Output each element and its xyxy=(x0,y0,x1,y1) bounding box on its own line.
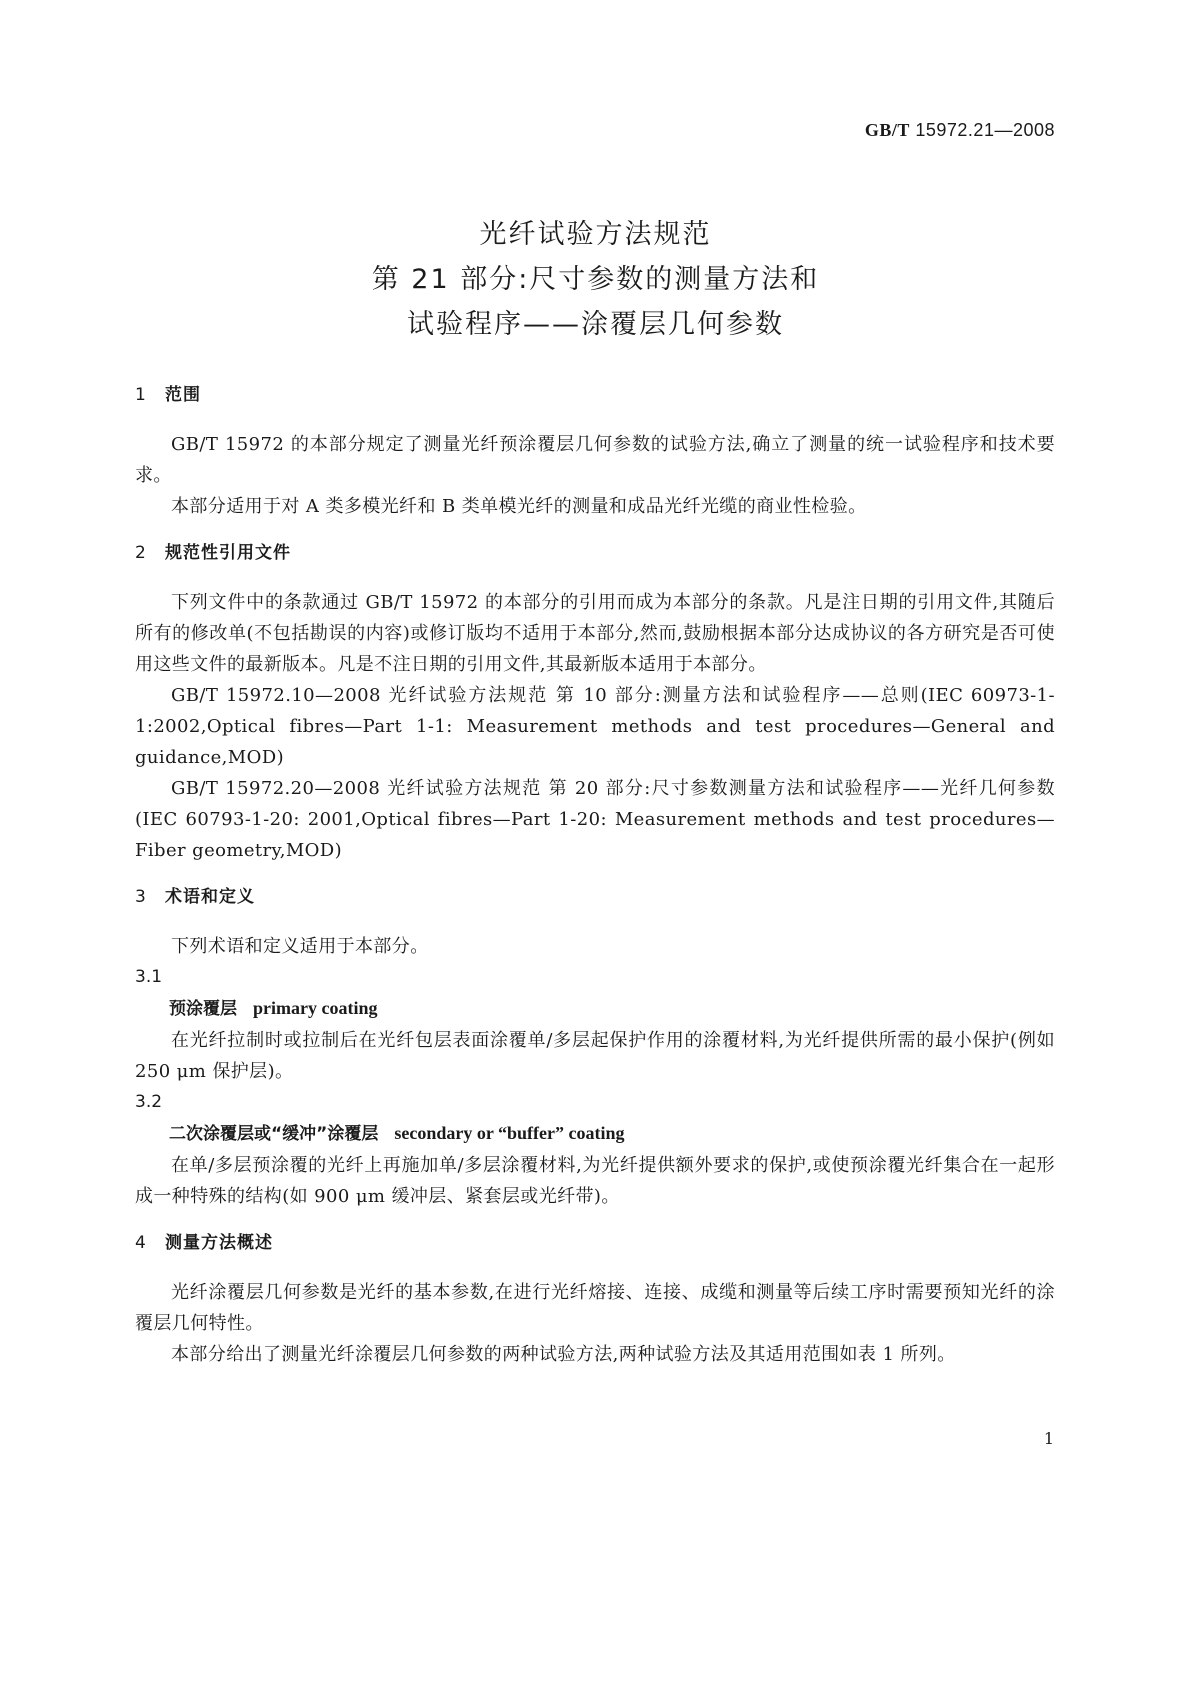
term-heading xyxy=(135,1118,1055,1150)
title-line-3: 试验程序——涂覆层几何参数 xyxy=(407,309,784,340)
reference-entry: GB/T 15972.10—2008 光纤试验方法规范 第 10 部分:测量方法和试验程序——总则(IEC 60973-1-1:2002,Optical fibres—Part 1-1: Measurement methods and test procedures—General and guidance,MOD) xyxy=(135,685,1055,768)
standard-prefix: GB/T xyxy=(864,120,910,140)
section-title: 范围 xyxy=(165,385,201,405)
section-2-heading xyxy=(135,538,1055,569)
section-number: 3 xyxy=(135,887,147,907)
document-body xyxy=(135,380,1055,1370)
section-title: 术语和定义 xyxy=(165,887,255,907)
paragraph: 下列文件中的条款通过 GB/T 15972 的本部分的引用而成为本部分的条款。凡是注日期的引用文件,其随后所有的修改单(不包括勘误的内容)或修订版均不适用于本部分,然而,鼓励根据本部分达成协议的各方研究是否可使用这些文件的最新版本。凡是不注日期的引用文件,其最新版本适用于本部分。 xyxy=(135,592,1055,675)
paragraph: 本部分给出了测量光纤涂覆层几何参数的两种试验方法,两种试验方法及其适用范围如表 1 所列。 xyxy=(171,1344,956,1365)
standard-code: 15972.21—2008 xyxy=(915,120,1055,140)
paragraph: GB/T 15972 的本部分规定了测量光纤预涂覆层几何参数的试验方法,确立了测量的统一试验程序和技术要求。 xyxy=(135,434,1055,486)
page-number: 1 xyxy=(1043,1429,1054,1448)
term-number: 3.1 xyxy=(135,967,163,987)
paragraph: 下列术语和定义适用于本部分。 xyxy=(171,936,429,957)
standard-number xyxy=(865,120,1055,141)
section-title: 测量方法概述 xyxy=(165,1233,273,1253)
section-number: 2 xyxy=(135,543,147,563)
term-cn: 预涂覆层 xyxy=(169,999,237,1019)
term-heading xyxy=(135,993,1055,1025)
term-definition: 在光纤拉制时或拉制后在光纤包层表面涂覆单/多层起保护作用的涂覆材料,为光纤提供所需的最小保护(例如 250 μm 保护层)。 xyxy=(135,1030,1055,1082)
paragraph: 本部分适用于对 A 类多模光纤和 B 类单模光纤的测量和成品光纤光缆的商业性检验。 xyxy=(171,496,867,517)
document-title xyxy=(0,212,1191,347)
section-number: 1 xyxy=(135,385,147,405)
section-1-heading xyxy=(135,380,1055,411)
term-cn: 二次涂覆层或“缓冲”涂覆层 xyxy=(169,1124,379,1144)
reference-entry: GB/T 15972.20—2008 光纤试验方法规范 第 20 部分:尺寸参数测量方法和试验程序——光纤几何参数(IEC 60793-1-20: 2001,Optical fibres—Part 1-20: Measurement methods and test procedures—Fiber geometry,MOD) xyxy=(135,778,1055,861)
term-number: 3.2 xyxy=(135,1092,163,1112)
term-en: primary coating xyxy=(253,998,378,1018)
section-4-heading xyxy=(135,1228,1055,1259)
term-definition: 在单/多层预涂覆的光纤上再施加单/多层涂覆材料,为光纤提供额外要求的保护,或使预涂覆光纤集合在一起形成一种特殊的结构(如 900 μm 缓冲层、紧套层或光纤带)。 xyxy=(135,1155,1055,1207)
section-3-heading xyxy=(135,882,1055,913)
paragraph: 光纤涂覆层几何参数是光纤的基本参数,在进行光纤熔接、连接、成缆和测量等后续工序时需要预知光纤的涂覆层几何特性。 xyxy=(135,1282,1055,1334)
section-title: 规范性引用文件 xyxy=(165,543,291,563)
section-number: 4 xyxy=(135,1233,147,1253)
term-en: secondary or “buffer” coating xyxy=(394,1123,625,1143)
title-line-2: 第 21 部分:尺寸参数的测量方法和 xyxy=(371,264,820,295)
title-line-1: 光纤试验方法规范 xyxy=(479,219,712,250)
